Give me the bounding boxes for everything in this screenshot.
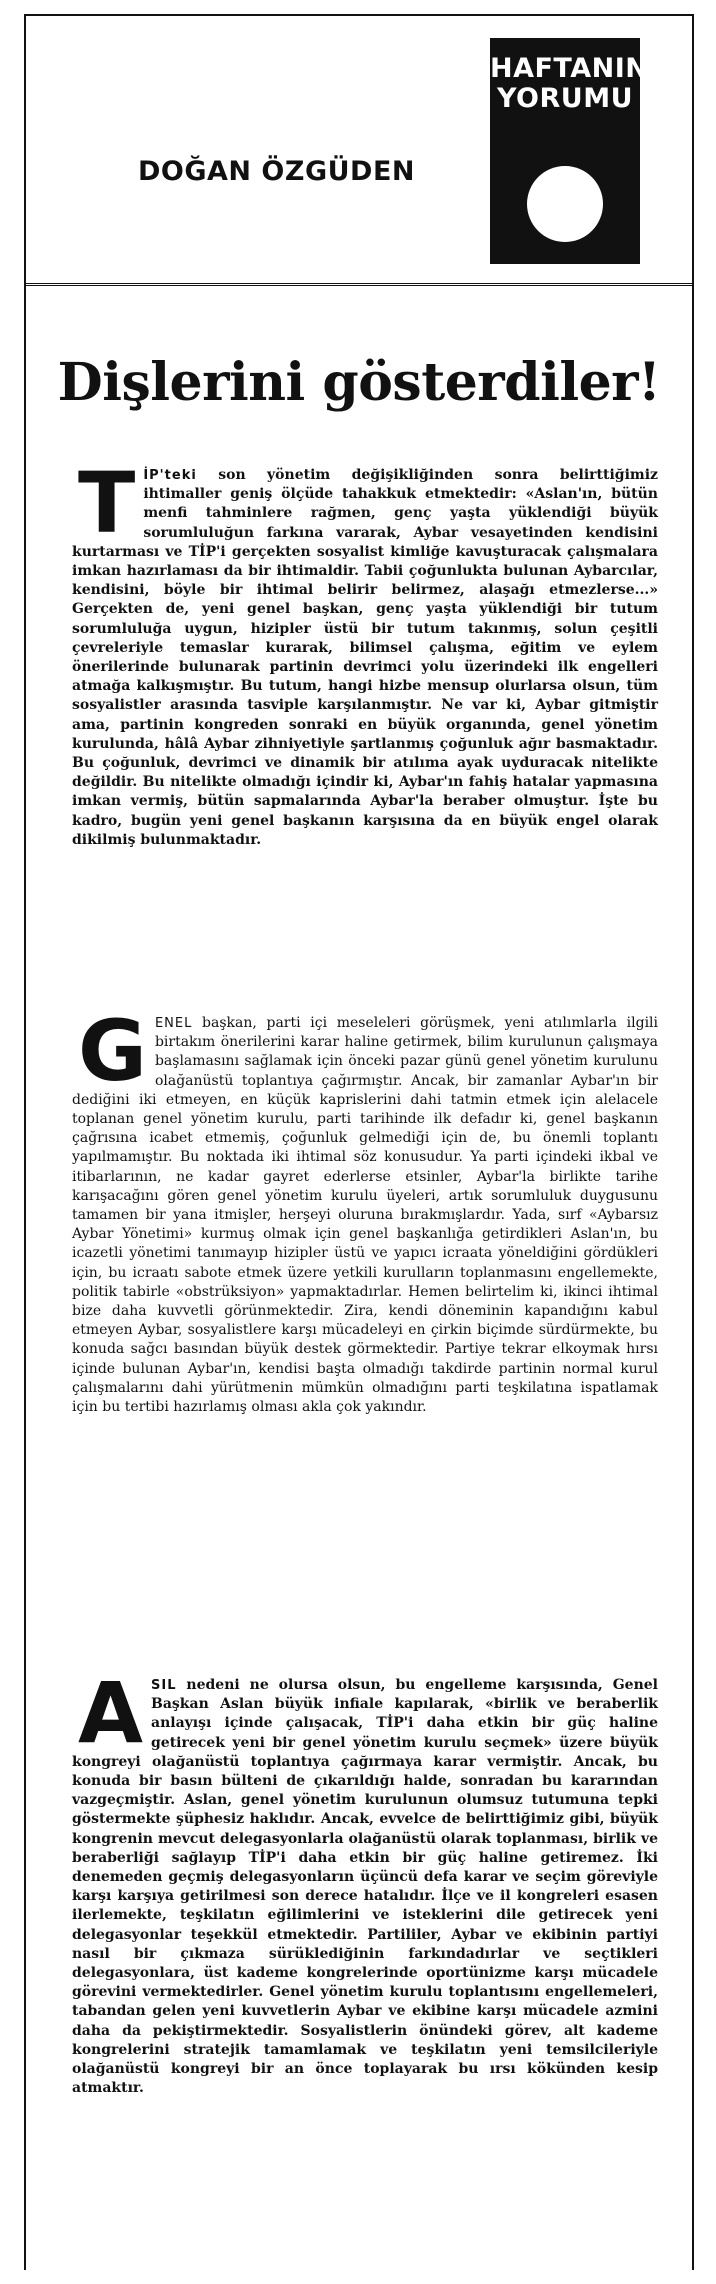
paragraph xyxy=(72,1664,658,2098)
badge-circle-icon xyxy=(527,166,603,242)
drop-cap: T xyxy=(78,454,136,552)
paragraph-text: başkan, parti içi meseleleri görüşmek, yeni atılımlarla ilgili birtakım önerilerini karar haline getirmek, bilim kurulunun çalışmaya başlamasını sağlamak için önceki pazar günü genel yönetim kurulunu olağanüstü toplantıya çağırmıştır. Ancak, bir zamanlar Aybar'ın bir dediğini iki etmeyen, en küçük kaprislerini dahi tatmin etmek için alelacele toplanan genel yönetim kurulu, parti tarihinde ilk defadır ki, genel başkanın çağrısına icabet etmemiş, çoğunluk gelmediği için de, bu önemli toplantı yapılmamıştır. Bu noktada iki ihtimal söz konusudur. Ya parti içindeki ikbal ve itibarlarının, ne kadar gayret ederlerse etsinler, Aybar'la birlikte tarihe karışacağını gören genel yönetim kurulu üyeleri, artık sorumluluk duygusunu tamamen bir yana itmişler, herşeyi oluruna bırakmışlardır. Yada, sırf «Aybarsız Aybar Yönetimi» kurmuş olmak için genel başkanlığa getirdikleri Aslan'ın, bu icazetli yönetimi tanımayıp hizipler üstü ve yapıcı icraata yöneldiğini gördükleri için, bu icraatı sabote etmek üzere yetkili kurulların toplanmasını engellemekte, politik tabirle «obstrüksiyon» yapmaktadırlar. Hemen belirtelim ki, ikinci ihtimal bize daha kuvvetli görünmektedir. Zira, kendi döneminin kapandığını kabul etmeyen Aybar, sosyalistlere karşı mücadeleyi en çirkin biçimde sürdürmekte, bu konuda sağcı basından büyük destek görmektedir. Partiye tekrar elkoymak hırsı içinde bulunan Aybar'ın, kendisi başta olmadığı takdirde partinin normal kurul çalışmalarını dahi yürütmenin mümkün olmadığını parti teşkilatına ispatlamak için bu tertibi hazırlamış olması akla çok yakındır. xyxy=(72,1015,658,1416)
lead-word: SIL xyxy=(151,1678,177,1693)
newspaper-page xyxy=(24,14,694,2270)
paragraph-text: nedeni ne olursa olsun, bu engelleme karşısında, Genel Başkan Aslan büyük infiale kapılarak, «birlik ve beraberlik anlayışı içinde çalışacak, TİP'i daha etkin bir güç haline getirecek yeni bir genel yönetim kurulu seçmek» üzere büyük kongreyi olağanüstü toplantıya çağırmaya karar vermiştir. Ancak, bu konuda bir basın bülteni de çıkarıldığı halde, sonradan bu kararından vazgeçmiştir. Aslan, genel yönetim kurulunun olumsuz tutumuna tepki göstermekte şüphesiz haklıdır. Ancak, evvelce de belirttiğimiz gibi, büyük kongrenin mevcut delegasyonlarla olağanüstü olarak toplanması, birlik ve beraberliği sağlayıp TİP'i daha etkin bir güç haline getiremez. İki denemeden geçmiş delegasyonların üçüncü defa karar ve seçim göreviyle karşı karşıya getirilmesi son derece hatalıdır. İlçe ve il kongreleri esasen ilerlemekte, teşkilatın eğilimlerini ve isteklerini dile getirecek yeni delegasyonlar teşekkül etmektedir. Partililer, Aybar ve ekibinin partiyi nasıl bir çıkmaza sürüklediğinin farkındadırlar ve seçtikleri delegasyonlara, üst kademe kongrelerinde oportünizme karşı mücadele görevini vermektedirler. Genel yönetim kurulu toplantısını engellemeleri, tabandan gelen yeni kuvvetlerin Aybar ve ekibine karşı mücadele azmini daha da pekiştirmektedir. Sosyalistlerin önündeki görev, alt kademe kongrelerini stratejik tamamlamak ve teşkilatın yeni temsilcileriyle olağanüstü kongreyi bir an önce toplayarak bu ırsı kökünden kesip atmaktır. xyxy=(72,1677,658,2097)
paragraph xyxy=(72,1002,658,1417)
column-badge xyxy=(490,38,649,264)
article-section-3 xyxy=(72,1664,658,2098)
lead-word: ENEL xyxy=(154,1016,193,1031)
paragraph-text: son yönetim değişikliğinden sonra belirttiğimiz ihtimaller geniş ölçüde tahakkuk etmektedir: «Aslan'ın, bütün menfi tahminlere rağmen, genç yaşta yüklendiği büyük sorumluluğun farkına vararak, Aybar vesayetinden kendisini kurtarması ve TİP'i gerçekten sosyalist kimliğe kavuşturacak çalışmalara imkan hazırlaması da bir ihtimaldir. Tabii çoğunlukta bulunan Aybarcılar, kendisini, böyle bir ihtimal belirir belirmez, alaşağı etmezlerse...» Gerçekten de, yeni genel başkan, genç yaşta yüklendiği bir tutum sorumluluğa uygun, hizipler üstü bir tutum takınmış, solun çeşitli çevreleriyle temaslar kurarak, bilimsel çalışma, eğitim ve eylem önerilerinde bulunarak partinin devrimci yolu üzerindeki ilk engelleri atmağa kalkışmıştır. Bu tutum, hangi hizbe mensup olurlarsa olsun, tüm sosyalistler arasında tasviple karşılanmıştır. Ne var ki, Aybar gitmiştir ama, partinin kongreden sonraki en büyük organında, genel yönetim kurulunda, hâlâ Aybar zihniyetiyle şartlanmış çoğunluk ağır basmaktadır. Bu çoğunluk, devrimci ve dinamik bir atılıma ayak uyduracak nitelikte değildir. Bu nitelikte olmadığı içindir ki, Aybar'ın fahiş hatalar yapmasına imkan vermiş, bütün sapmalarında Aybar'la beraber olmuştur. İşte bu kadro, bugün yeni genel başkanın karşısına da en büyük engel olarak dikilmiş bulunmaktadır. xyxy=(72,467,658,848)
author-name: DOĞAN ÖZGÜDEN xyxy=(138,156,415,187)
paragraph xyxy=(72,454,658,850)
article-section-2 xyxy=(72,1002,658,1417)
article-headline: Dişlerini gösterdiler! xyxy=(57,352,661,413)
drop-cap: A xyxy=(78,1664,144,1762)
article-section-1 xyxy=(72,454,658,850)
lead-word: İP'teki xyxy=(143,468,197,483)
badge-line-2: YORUMU xyxy=(496,83,634,114)
badge-line-1: HAFTANIN xyxy=(490,53,649,84)
column-header xyxy=(26,14,692,286)
drop-cap: G xyxy=(78,1002,147,1100)
badge-title xyxy=(490,53,649,114)
